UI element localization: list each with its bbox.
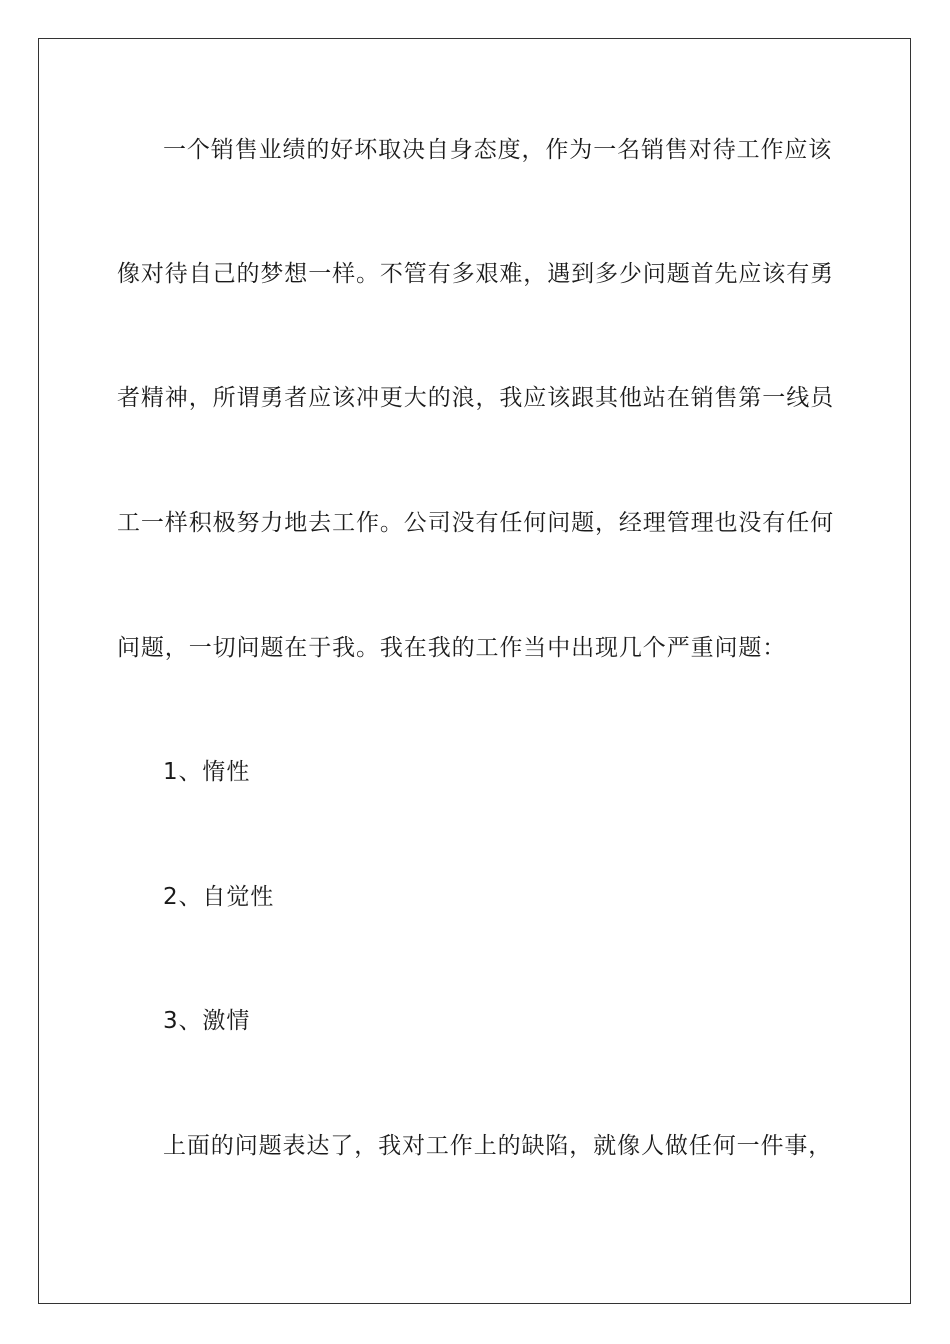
paragraph-line-6: 上面的问题表达了，我对工作上的缺陷，就像人做任何一件事，: [163, 1133, 833, 1159]
paragraph-line-1: 一个销售业绩的好坏取决自身态度，作为一名销售对待工作应该: [163, 137, 833, 163]
list-item-1: 1、惰性: [163, 759, 251, 785]
paragraph-line-5: 问题，一切问题在于我。我在我的工作当中出现几个严重问题：: [117, 635, 787, 661]
paragraph-line-2: 像对待自己的梦想一样。不管有多艰难，遇到多少问题首先应该有勇: [117, 261, 834, 287]
list-item-2: 2、自觉性: [163, 884, 275, 910]
paragraph-line-3: 者精神，所谓勇者应该冲更大的浪，我应该跟其他站在销售第一线员: [117, 385, 834, 411]
page-border: [38, 38, 911, 1304]
list-item-3: 3、激情: [163, 1008, 251, 1034]
paragraph-line-4: 工一样积极努力地去工作。公司没有任何问题，经理管理也没有任何: [117, 510, 834, 536]
